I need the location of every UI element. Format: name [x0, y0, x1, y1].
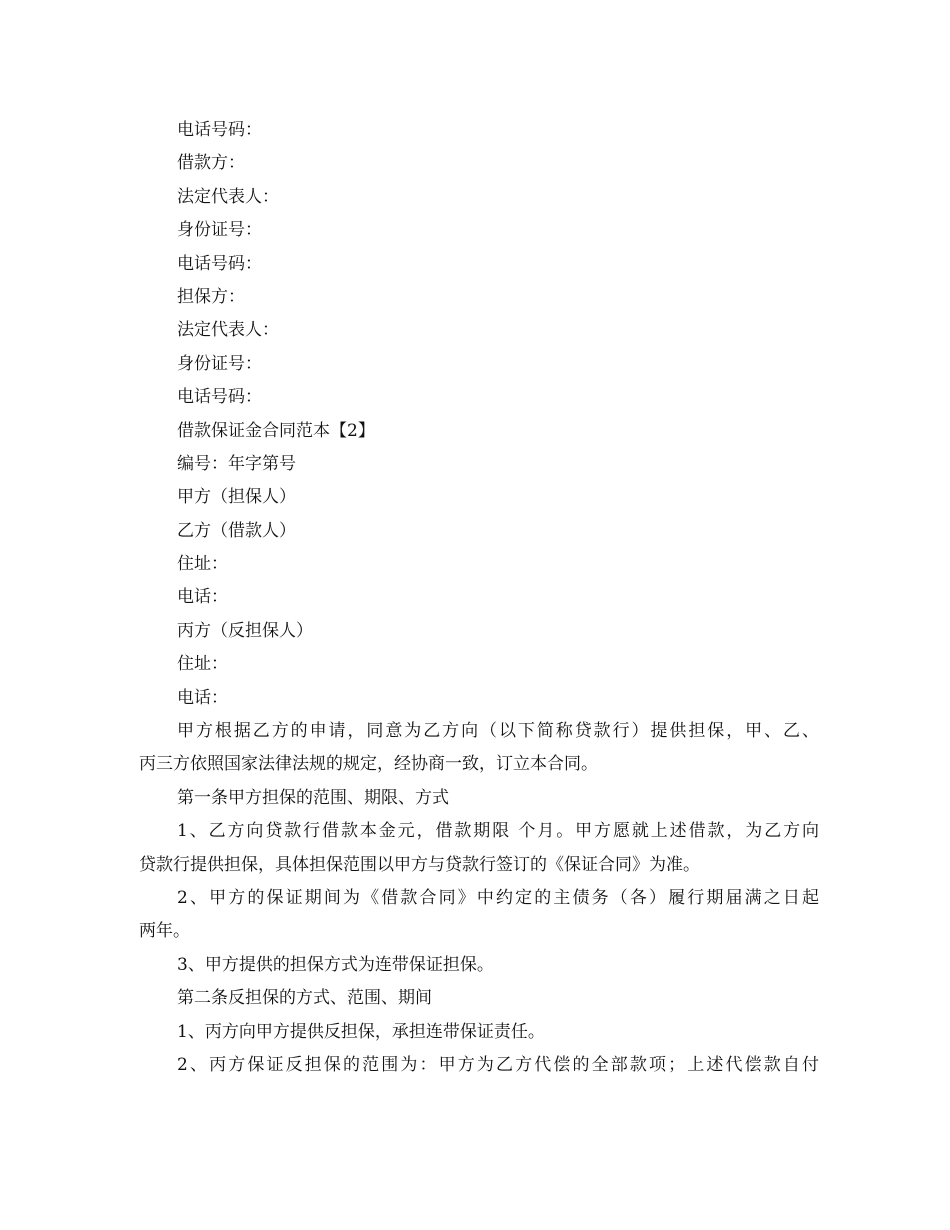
- paragraph-line: 2、甲方的保证期间为《借款合同》中约定的主债务（各）履行期届满之日起: [177, 887, 819, 908]
- paragraph-line: 甲方根据乙方的申请，同意为乙方向（以下简称贷款行）提供担保，甲、乙、: [177, 721, 819, 742]
- phone-number-line: 电话号码：: [177, 120, 262, 140]
- paragraph-line: 3、甲方提供的担保方式为连带保证担保。: [177, 954, 494, 975]
- contract-title: 借款保证金合同范本【2】: [177, 420, 375, 441]
- paragraph-line: 贷款行提供担保，具体担保范围以甲方与贷款行签订的《保证合同》为准。: [139, 854, 700, 875]
- telephone-line: 电话：: [177, 587, 228, 608]
- telephone-line: 电话：: [177, 687, 228, 708]
- contract-number-line: 编号：年字第号: [177, 453, 296, 474]
- address-line: 住址：: [177, 654, 228, 675]
- party-c-line: 丙方（反担保人）: [177, 620, 313, 641]
- party-a-line: 甲方（担保人）: [177, 487, 296, 508]
- document-body: [139, 114, 819, 1082]
- legal-representative-line: 法定代表人：: [177, 320, 279, 341]
- paragraph-line: 1、乙方向贷款行借款本金元，借款期限 个月。甲方愿就上述借款，为乙方向: [177, 821, 819, 842]
- phone-number-line: 电话号码：: [177, 253, 262, 274]
- phone-number-line: 电话号码：: [177, 387, 262, 408]
- borrower-line: 借款方：: [177, 153, 245, 174]
- party-b-line: 乙方（借款人）: [177, 520, 296, 541]
- guarantor-line: 担保方：: [177, 286, 245, 307]
- id-number-line: 身份证号：: [177, 220, 262, 241]
- paragraph-line: 丙三方依照国家法律法规的规定，经协商一致，订立本合同。: [139, 754, 598, 775]
- paragraph-line: 2、丙方保证反担保的范围为：甲方为乙方代偿的全部款项；上述代偿款自付: [177, 1054, 819, 1075]
- paragraph-line: 两年。: [139, 921, 190, 942]
- article-heading: 第二条反担保的方式、范围、期间: [177, 988, 432, 1009]
- id-number-line: 身份证号：: [177, 353, 262, 374]
- address-line: 住址：: [177, 554, 228, 575]
- article-heading: 第一条甲方担保的范围、期限、方式: [177, 787, 449, 808]
- legal-representative-line: 法定代表人：: [177, 186, 279, 207]
- paragraph-line: 1、丙方向甲方提供反担保，承担连带保证责任。: [177, 1021, 545, 1042]
